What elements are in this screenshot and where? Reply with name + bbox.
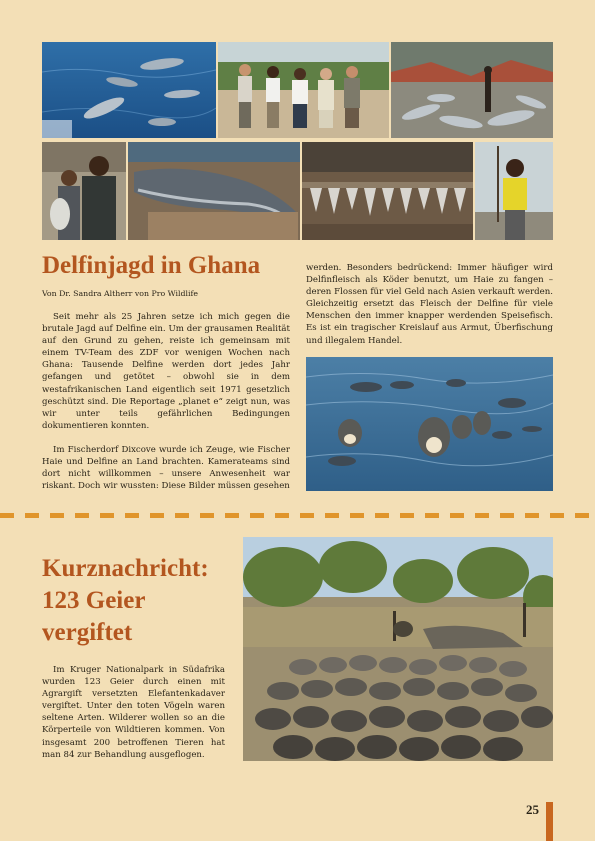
photo-shark-fins-drying xyxy=(302,142,473,240)
article-paragraph: Im Fischerdorf Dixcove wurde ich Zeuge, wie Fischer Haie und Delfine an Land brachten. Kamerateams sind dort nicht willkommen – unsere Anwesenheit war riskant. Doch wir wussten: Diese Bilder müssen gesehen xyxy=(42,444,290,492)
news-headline-line: 123 Geier xyxy=(42,587,146,614)
page-number: 25 xyxy=(526,802,539,817)
photo-research-team xyxy=(218,42,389,138)
news-paragraph: Im Kruger Nationalpark in Südafrika wurden 123 Geier durch einen mit Agrargift versetzten Elefantenkadaver vergiftet. Unter den toten Vögeln waren seltene Arten. Wilderer wollen so an die Körperteile von Wildtieren kommen. Von insgesamt 200 betroffenen Tieren hat man 84 zur Behandlung ausgeflogen. xyxy=(42,665,225,760)
article-column-right xyxy=(306,262,553,347)
article-paragraph: Seit mehr als 25 Jahren setze ich mich gegen die brutale Jagd auf Delfine ein. Um der grausamen Realität auf den Grund zu gehen, reiste ich gemeinsam mit einem TV-Team des ZDF vor wenigen Wochen nach Ghana: Tausende Delfine werden dort jedes Jahr gefangen und getötet – obwohl sie in dem westafrikanischen Land eigentlich seit 1971 gesetzlich geschützt sind. Die Reportage „planet e“ zeigt nun, was wir unter teils gefährlichen Bedingungen dokumentieren konnten. xyxy=(42,312,290,431)
photo-dead-dolphin xyxy=(128,142,300,240)
news-body xyxy=(42,664,225,761)
article-byline: Von Dr. Sandra Altherr von Pro Wildlife xyxy=(42,289,198,298)
news-headline-line: vergiftet xyxy=(42,619,133,646)
page-number-bar xyxy=(546,802,553,841)
photo-dolphins-in-water xyxy=(306,357,553,491)
article-paragraph: werden. Besonders bedrückend: Immer häufiger wird Delfinfleisch als Köder benutzt, um Haie zu fangen – deren Flossen für viel Geld nach Asien verkauft werden. Gleichzeitig ersetzt das Fleisch der Delfine für viele Menschen den immer knapper werdenden Speisefisch. Es ist ein tragischer Kreislauf aus Armut, Überfischung und illegalem Handel. xyxy=(306,263,553,346)
photo-cameraman-fisher xyxy=(42,142,126,240)
photo-young-fisherman xyxy=(475,142,553,240)
article-column-left xyxy=(42,311,290,492)
news-headline-line: Kurznachricht: xyxy=(42,555,209,582)
section-divider xyxy=(0,513,595,518)
photo-fish-market-sharks xyxy=(391,42,553,138)
photo-dolphins-swimming xyxy=(42,42,216,138)
news-headline xyxy=(42,553,209,649)
photo-poisoned-vultures xyxy=(243,537,553,761)
article-headline-dolphin-hunt: Delfinjagd in Ghana xyxy=(42,252,261,279)
